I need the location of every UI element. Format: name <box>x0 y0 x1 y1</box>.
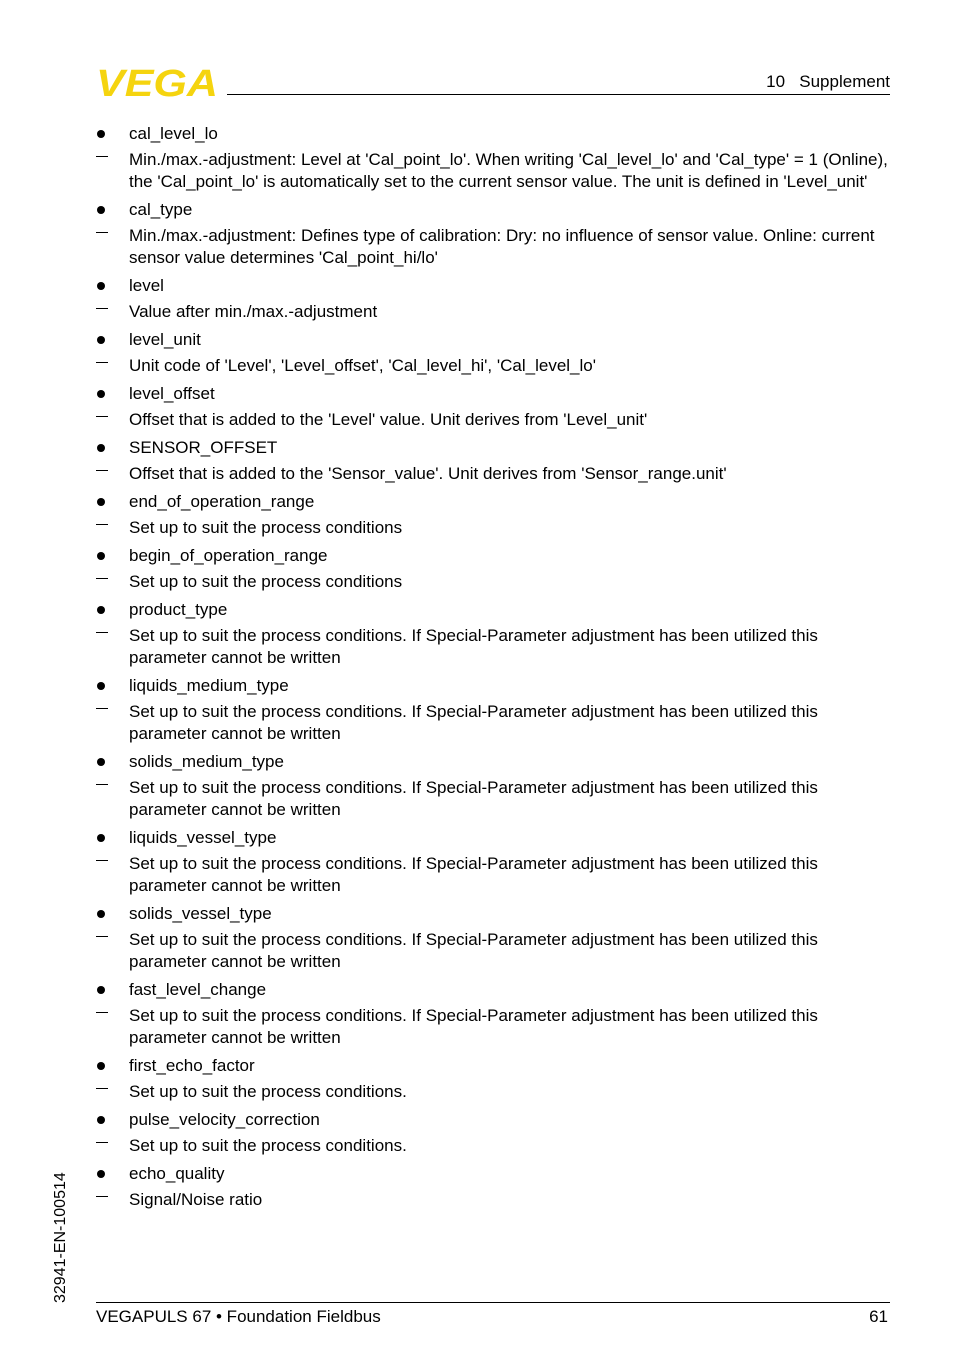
parameter-name-row <box>96 1109 896 1131</box>
parameter-description-row <box>96 301 896 323</box>
dash-icon <box>96 362 108 363</box>
parameter-description: Set up to suit the process conditions <box>129 518 403 537</box>
dash-icon <box>96 1012 108 1013</box>
bullet-icon <box>97 282 105 290</box>
parameter-name-row <box>96 329 896 351</box>
parameter-description: Signal/Noise ratio <box>129 1190 263 1209</box>
parameter-item <box>96 437 896 485</box>
parameter-name: liquids_medium_type <box>129 676 289 695</box>
bullet-icon <box>97 1170 105 1178</box>
parameter-item <box>96 491 896 539</box>
parameter-name: SENSOR_OFFSET <box>129 438 278 457</box>
parameter-name-row <box>96 599 896 621</box>
section-title: Supplement <box>799 72 890 91</box>
parameter-item <box>96 329 896 377</box>
dash-icon <box>96 470 108 471</box>
parameter-item <box>96 903 896 973</box>
dash-icon <box>96 632 108 633</box>
parameter-item <box>96 1163 896 1211</box>
parameter-name: cal_level_lo <box>129 124 218 143</box>
dash-icon <box>96 156 108 157</box>
parameter-description-row <box>96 149 896 193</box>
parameter-name: product_type <box>129 600 228 619</box>
parameter-item <box>96 599 896 669</box>
parameter-description: Set up to suit the process conditions. If Special-Parameter adjustment has been utilized this parameter cannot be written <box>129 778 818 819</box>
parameter-item <box>96 979 896 1049</box>
parameter-description-row <box>96 777 896 821</box>
parameter-description-row <box>96 409 896 431</box>
bullet-icon <box>97 552 105 560</box>
parameter-description-row <box>96 1189 896 1211</box>
parameter-name-row <box>96 275 896 297</box>
parameter-name-row <box>96 1055 896 1077</box>
dash-icon <box>96 524 108 525</box>
dash-icon <box>96 1142 108 1143</box>
parameter-name: echo_quality <box>129 1164 225 1183</box>
parameter-description: Unit code of 'Level', 'Level_offset', 'Cal_level_hi', 'Cal_level_lo' <box>129 356 596 375</box>
dash-icon <box>96 578 108 579</box>
bullet-icon <box>97 444 105 452</box>
parameter-description-row <box>96 225 896 269</box>
parameter-description-row <box>96 517 896 539</box>
parameter-name: fast_level_change <box>129 980 267 999</box>
parameter-description: Min./max.-adjustment: Level at 'Cal_point_lo'. When writing 'Cal_level_lo' and 'Cal_type' = 1 (Online), the 'Cal_point_lo' is automatically set to the current sensor value. The unit is defined in 'Level_unit' <box>129 150 888 191</box>
parameter-description: Offset that is added to the 'Sensor_value'. Unit derives from 'Sensor_range.unit' <box>129 464 727 483</box>
dash-icon <box>96 708 108 709</box>
document-code: 32941-EN-100514 <box>52 1172 69 1303</box>
parameter-name: solids_medium_type <box>129 752 284 771</box>
footer-rule <box>96 1302 890 1303</box>
parameter-name-row <box>96 545 896 567</box>
dash-icon <box>96 784 108 785</box>
parameter-name-row <box>96 979 896 1001</box>
footer-title: VEGAPULS 67 • Foundation Fieldbus <box>96 1307 381 1326</box>
dash-icon <box>96 1196 108 1197</box>
parameter-description-row <box>96 929 896 973</box>
bullet-icon <box>97 1116 105 1124</box>
parameter-name: pulse_velocity_correction <box>129 1110 320 1129</box>
section-heading <box>766 72 890 92</box>
dash-icon <box>96 860 108 861</box>
bullet-icon <box>97 986 105 994</box>
parameter-item <box>96 675 896 745</box>
parameter-description-row <box>96 1135 896 1157</box>
parameter-description: Value after min./max.-adjustment <box>129 302 378 321</box>
parameter-name: first_echo_factor <box>129 1056 255 1075</box>
parameter-name-row <box>96 199 896 221</box>
bullet-icon <box>97 682 105 690</box>
parameter-description-row <box>96 463 896 485</box>
parameter-name-row <box>96 437 896 459</box>
parameter-description: Min./max.-adjustment: Defines type of calibration: Dry: no influence of sensor value. Online: current sensor value determines 'Cal_point_hi/lo' <box>129 226 875 267</box>
bullet-icon <box>97 606 105 614</box>
parameter-name: level <box>129 276 164 295</box>
parameter-name-row <box>96 675 896 697</box>
parameter-description: Set up to suit the process conditions. If Special-Parameter adjustment has been utilized this parameter cannot be written <box>129 626 818 667</box>
parameter-item <box>96 275 896 323</box>
parameter-name: level_offset <box>129 384 215 403</box>
parameter-name-row <box>96 751 896 773</box>
parameter-item <box>96 1109 896 1157</box>
bullet-icon <box>97 910 105 918</box>
parameter-description-row <box>96 1081 896 1103</box>
parameter-description-row <box>96 701 896 745</box>
section-number: 10 <box>766 72 786 91</box>
parameter-item <box>96 1055 896 1103</box>
bullet-icon <box>97 130 105 138</box>
parameter-description: Set up to suit the process conditions. If Special-Parameter adjustment has been utilized this parameter cannot be written <box>129 1006 818 1047</box>
bullet-icon <box>97 1062 105 1070</box>
parameter-name: level_unit <box>129 330 201 349</box>
dash-icon <box>96 232 108 233</box>
parameter-name-row <box>96 383 896 405</box>
parameter-description-row <box>96 1005 896 1049</box>
vega-logo <box>96 66 220 98</box>
parameter-item <box>96 383 896 431</box>
bullet-icon <box>97 206 105 214</box>
parameter-description: Set up to suit the process conditions. If Special-Parameter adjustment has been utilized this parameter cannot be written <box>129 702 818 743</box>
parameter-name-row <box>96 903 896 925</box>
parameter-description: Set up to suit the process conditions. If Special-Parameter adjustment has been utilized this parameter cannot be written <box>129 854 818 895</box>
bullet-icon <box>97 390 105 398</box>
header-rule <box>227 94 890 95</box>
parameter-name: liquids_vessel_type <box>129 828 277 847</box>
parameter-item <box>96 751 896 821</box>
parameter-item <box>96 827 896 897</box>
parameter-item <box>96 123 896 193</box>
parameter-description: Set up to suit the process conditions. <box>129 1136 407 1155</box>
parameter-list <box>96 123 896 1217</box>
parameter-item <box>96 199 896 269</box>
parameter-name-row <box>96 123 896 145</box>
dash-icon <box>96 1088 108 1089</box>
parameter-description-row <box>96 853 896 897</box>
bullet-icon <box>97 498 105 506</box>
dash-icon <box>96 308 108 309</box>
page-number: 61 <box>869 1307 888 1326</box>
parameter-name: begin_of_operation_range <box>129 546 328 565</box>
parameter-description-row <box>96 571 896 593</box>
bullet-icon <box>97 336 105 344</box>
parameter-description: Set up to suit the process conditions. <box>129 1082 407 1101</box>
parameter-description: Set up to suit the process conditions <box>129 572 403 591</box>
logo-text: VEGA <box>96 66 218 98</box>
dash-icon <box>96 416 108 417</box>
parameter-name: cal_type <box>129 200 193 219</box>
parameter-description-row <box>96 625 896 669</box>
dash-icon <box>96 936 108 937</box>
parameter-description: Set up to suit the process conditions. If Special-Parameter adjustment has been utilized this parameter cannot be written <box>129 930 818 971</box>
parameter-name: solids_vessel_type <box>129 904 272 923</box>
parameter-name-row <box>96 827 896 849</box>
parameter-description: Offset that is added to the 'Level' value. Unit derives from 'Level_unit' <box>129 410 648 429</box>
bullet-icon <box>97 834 105 842</box>
parameter-item <box>96 545 896 593</box>
bullet-icon <box>97 758 105 766</box>
parameter-name-row <box>96 1163 896 1185</box>
parameter-name: end_of_operation_range <box>129 492 315 511</box>
parameter-description-row <box>96 355 896 377</box>
parameter-name-row <box>96 491 896 513</box>
